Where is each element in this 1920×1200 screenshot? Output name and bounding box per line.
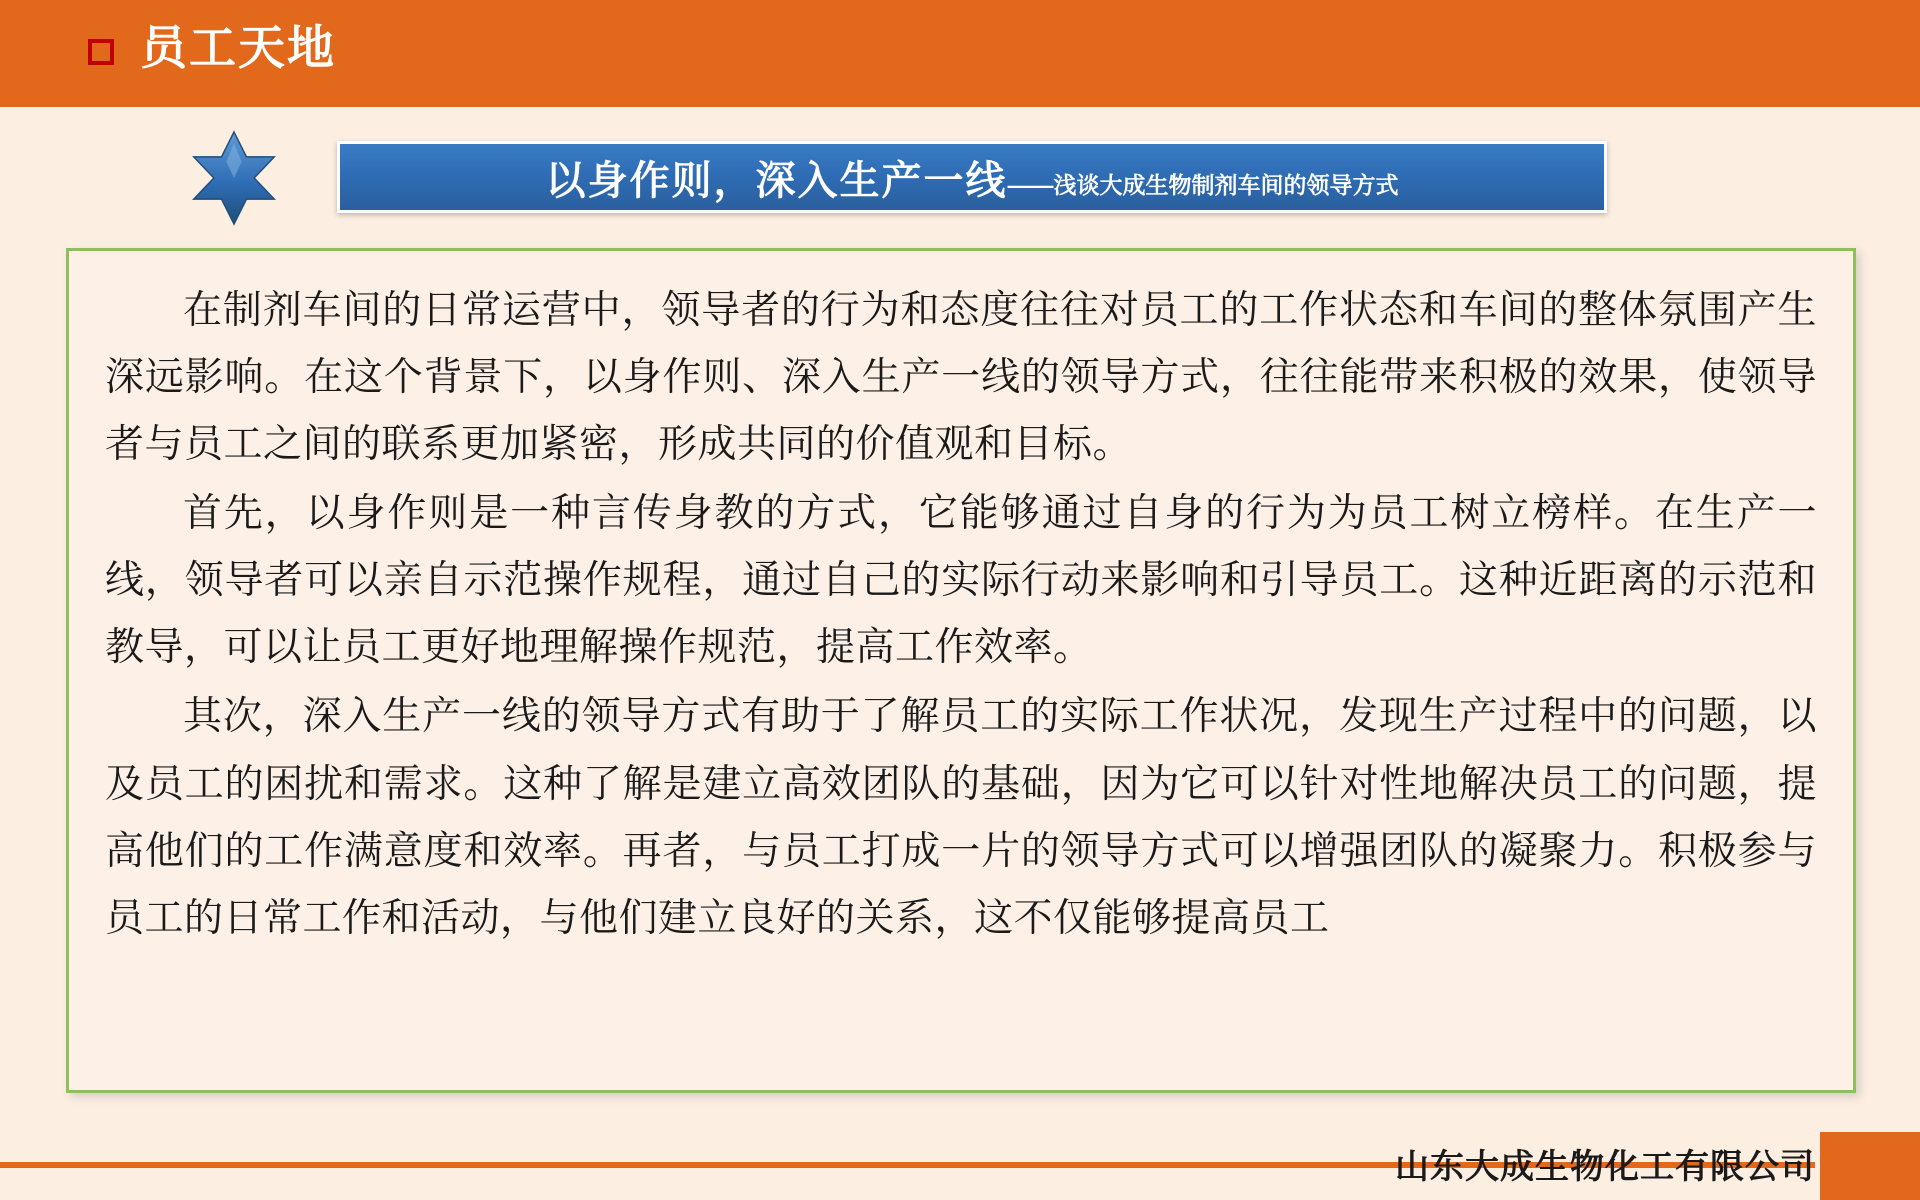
ribbon-main-title: 以身作则，深入生产一线 [545,158,1008,203]
paragraph: 其次，深入生产一线的领导方式有助于了解员工的实际工作状况，发现生产过程中的问题，以及员工的困扰和需求。这种了解是建立高效团队的基础，因为它可以针对性地解决员工的问题，提高他们的工作满意度和效率。再者，与员工打成一片的领导方式可以增强团队的凝聚力。积极参与员工的日常工作和活动，与他们建立良好的关系，这不仅能够提高员工 [105,695,1817,940]
header-inner [88,21,336,74]
section-title-ribbon [337,141,1607,213]
ribbon-subtitle: ——浅谈大成生物制剂车间的领导方式 [1007,171,1399,198]
footer-accent-block [1820,1132,1920,1200]
article-body [66,248,1856,1093]
page-title: 员工天地 [140,21,336,74]
square-outline-icon [88,39,114,65]
paragraph: 在制剂车间的日常运营中，领导者的行为和态度往往对员工的工作状态和车间的整体氛围产生深远影响。在这个背景下，以身作则、深入生产一线的领导方式，往往能带来积极的效果，使领导者与员工之间的联系更加紧密，形成共同的价值观和目标。 [105,289,1817,467]
footer [0,1132,1920,1200]
six-pointed-star-icon [186,130,282,226]
header-bar [0,0,1920,107]
paragraph: 首先，以身作则是一种言传身教的方式，它能够通过自身的行为为员工树立榜样。在生产一线，领导者可以亲自示范操作规程，通过自己的实际行动来影响和引导员工。这种近距离的示范和教导，可以让员工更好地理解操作规范，提高工作效率。 [105,492,1817,670]
company-name: 山东大成生物化工有限公司 [1395,1148,1815,1186]
